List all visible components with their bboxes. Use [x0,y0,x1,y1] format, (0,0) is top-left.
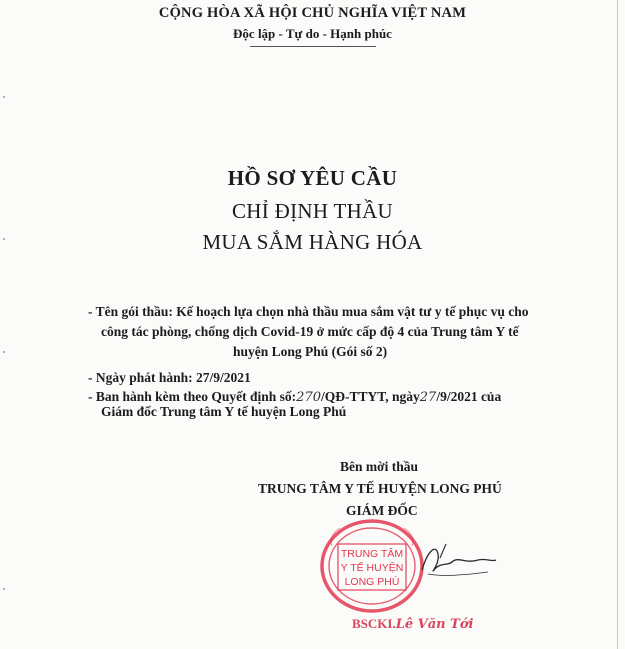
decision-suffix: /QĐ-TTYT, ngày [321,389,420,404]
decision-number: 270 [296,390,321,405]
national-motto: Độc lập - Tự do - Hạnh phúc [233,26,392,41]
stamp-line-1: TRUNG TÂM [340,548,404,560]
document-subtitle-2: MUA SẮM HÀNG HÓA [202,230,423,254]
document-subtitle-1: CHỈ ĐỊNH THẦU [232,199,393,223]
national-title: CỘNG HÒA XÃ HỘI CHỦ NGHĨA VIỆT NAM [158,5,467,21]
decision-date-rest: /9/2021 của [436,389,502,404]
decision-issuer: Giám đốc Trung tâm Y tế huyện Long Phú [101,404,347,419]
signer-prefix: BSCKI. [352,616,396,631]
issue-date: - Ngày phát hành: 27/9/2021 [88,370,251,385]
package-name-line-1: - Tên gói thầu: Kế hoạch lựa chọn nhà thầu mua sắm vật tư y tế phục vụ cho [88,304,529,319]
signer-name: Lê Văn Tới [395,617,474,632]
package-name-line-2: công tác phòng, chống dịch Covid-19 ở mức cấp độ 4 của Trung tâm Y tế [101,324,519,339]
center-name: TRUNG TÂM Y TẾ HUYỆN LONG PHÚ [258,481,502,496]
director-title: GIÁM ĐỐC [346,503,418,518]
official-stamp [318,516,426,616]
decision-prefix: - Ban hành kèm theo Quyết định số: [88,389,297,404]
signer [352,616,473,632]
page-edge [617,0,618,649]
stamp-line-3: LONG PHÚ [344,576,400,588]
stamp-line-2: Y TẾ HUYỆN [340,562,404,574]
package-name-line-3: huyện Long Phú (Gói số 2) [233,344,388,359]
motto-underline [250,46,376,47]
handwritten-signature [418,540,498,580]
inviter-label: Bên mời thầu [340,459,418,474]
document-title: HỒ SƠ YÊU CẦU [227,166,398,190]
decision-day: 27 [419,390,437,405]
decision-line [88,389,501,405]
